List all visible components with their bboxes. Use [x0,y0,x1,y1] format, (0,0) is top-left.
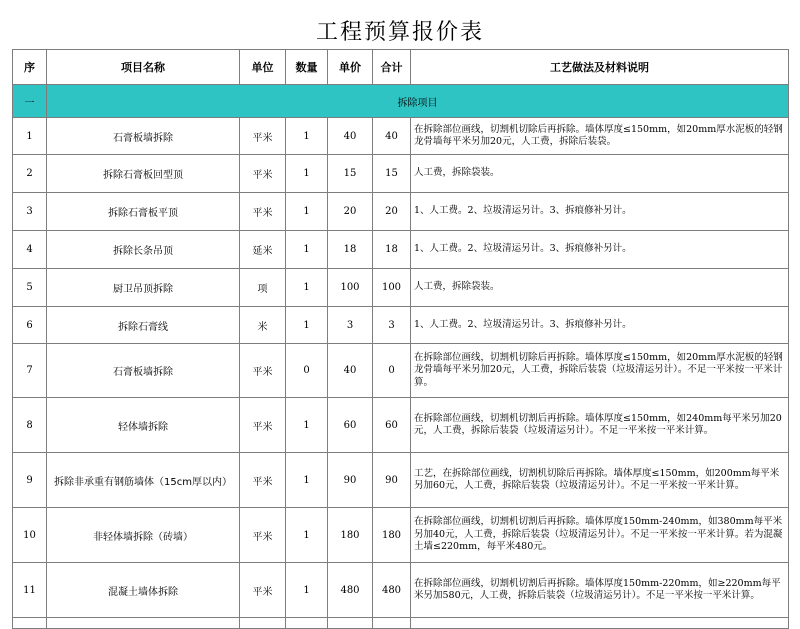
table-row [13,508,789,563]
row-total[interactable]: 90 [373,453,411,508]
row-name[interactable]: 非轻体墙拆除（砖墙） [47,508,240,563]
row-total[interactable]: 180 [373,508,411,563]
row-total[interactable]: 3 [373,307,411,344]
row-desc[interactable]: 在拆除部位画线，切割机切割后再拆除。墙体厚度150mm-220mm，如≥220mm每平米另加580元，人工费，拆除后装袋（垃圾清运另计）。不足一平米按一平米计算。 [411,563,789,618]
row-qty[interactable]: 1 [286,269,328,307]
row-no[interactable]: 7 [13,344,47,398]
row-name[interactable] [47,618,240,629]
row-qty[interactable]: 1 [286,231,328,269]
table-row [13,307,789,344]
row-unit[interactable]: 延米 [240,231,286,269]
row-unit[interactable]: 平米 [240,453,286,508]
row-name[interactable]: 混凝土墙体拆除 [47,563,240,618]
row-qty[interactable]: 0 [286,344,328,398]
table-row [13,193,789,231]
row-no[interactable]: 11 [13,563,47,618]
row-qty[interactable] [286,618,328,629]
header-seq[interactable]: 序 [13,50,47,85]
row-no[interactable]: 1 [13,118,47,155]
row-price[interactable]: 480 [328,563,373,618]
row-qty[interactable]: 1 [286,193,328,231]
row-price[interactable]: 90 [328,453,373,508]
row-no[interactable]: 3 [13,193,47,231]
row-name[interactable]: 拆除石膏板平顶 [47,193,240,231]
section-label[interactable]: 拆除项目 [47,85,789,118]
row-name[interactable]: 拆除长条吊顶 [47,231,240,269]
row-unit[interactable]: 米 [240,307,286,344]
row-total[interactable]: 100 [373,269,411,307]
row-price[interactable]: 40 [328,118,373,155]
table-row [13,563,789,618]
row-name[interactable]: 厨卫吊顶拆除 [47,269,240,307]
row-price[interactable]: 15 [328,155,373,193]
table-row [13,398,789,453]
row-desc[interactable]: 1、人工费。2、垃圾清运另计。3、拆痕修补另计。 [411,307,789,344]
header-desc[interactable]: 工艺做法及材料说明 [411,50,789,85]
row-no[interactable]: 6 [13,307,47,344]
row-unit[interactable]: 平米 [240,193,286,231]
row-unit[interactable]: 项 [240,269,286,307]
quote-table [12,49,789,629]
row-desc[interactable]: 在拆除部位画线，切割机切割后再拆除。墙体厚度150mm-240mm，如380mm每平米另加40元，人工费，拆除后装袋（垃圾清运另计）。不足一平米按一平米计算。若为混凝土墙≤220mm，每平米480元。 [411,508,789,563]
row-desc[interactable]: 在拆除部位画线，切割机切除后再拆除。墙体厚度≤150mm，如20mm厚水泥板的轻钢龙骨墙每平米另加20元，人工费，拆除后装袋（垃圾清运另计）。不足一平米按一平米计算。 [411,344,789,398]
header-price[interactable]: 单价 [328,50,373,85]
row-price[interactable] [328,618,373,629]
table-row [13,155,789,193]
row-desc[interactable]: 1、人工费。2、垃圾清运另计。3、拆痕修补另计。 [411,231,789,269]
table-row-partial [13,618,789,629]
row-total[interactable]: 60 [373,398,411,453]
row-qty[interactable]: 1 [286,563,328,618]
row-name[interactable]: 轻体墙拆除 [47,398,240,453]
row-no[interactable]: 2 [13,155,47,193]
row-total[interactable] [373,618,411,629]
header-row [13,50,789,85]
row-total[interactable]: 480 [373,563,411,618]
row-price[interactable]: 40 [328,344,373,398]
row-unit[interactable]: 平米 [240,118,286,155]
section-row [13,85,789,118]
row-unit[interactable]: 平米 [240,398,286,453]
row-qty[interactable]: 1 [286,307,328,344]
row-total[interactable]: 20 [373,193,411,231]
table-row [13,118,789,155]
header-name[interactable]: 项目名称 [47,50,240,85]
row-price[interactable]: 60 [328,398,373,453]
row-name[interactable]: 石膏板墙拆除 [47,344,240,398]
row-desc[interactable] [411,618,789,629]
row-name[interactable]: 拆除石膏线 [47,307,240,344]
sheet-title: 工程预算报价表 [12,12,788,50]
section-index[interactable]: 一 [13,85,47,118]
row-price[interactable]: 18 [328,231,373,269]
row-name[interactable]: 石膏板墙拆除 [47,118,240,155]
row-name[interactable]: 拆除非承重有钢筋墙体（15cm厚以内） [47,453,240,508]
row-total[interactable]: 0 [373,344,411,398]
row-qty[interactable]: 1 [286,398,328,453]
header-total[interactable]: 合计 [373,50,411,85]
table-row [13,453,789,508]
header-qty[interactable]: 数量 [286,50,328,85]
row-qty[interactable]: 1 [286,453,328,508]
row-no[interactable]: 8 [13,398,47,453]
row-desc[interactable]: 在拆除部位画线，切割机切除后再拆除。墙体厚度≤150mm，如20mm厚水泥板的轻钢龙骨墙每平米另加20元，人工费，拆除后装袋。 [411,118,789,155]
row-desc[interactable]: 在拆除部位画线，切割机切割后再拆除。墙体厚度≤150mm，如240mm每平米另加20元，人工费，拆除后装袋（垃圾清运另计）。不足一平米按一平米计算。 [411,398,789,453]
row-name[interactable]: 拆除石膏板回型顶 [47,155,240,193]
row-no[interactable]: 10 [13,508,47,563]
row-desc[interactable]: 人工费，拆除袋装。 [411,269,789,307]
row-no[interactable]: 5 [13,269,47,307]
row-no[interactable]: 9 [13,453,47,508]
row-no[interactable] [13,618,47,629]
table-row [13,344,789,398]
table-row [13,269,789,307]
row-unit[interactable]: 平米 [240,344,286,398]
row-price[interactable]: 3 [328,307,373,344]
row-qty[interactable]: 1 [286,118,328,155]
row-price[interactable]: 20 [328,193,373,231]
table-row [13,231,789,269]
row-desc[interactable]: 工艺，在拆除部位画线，切割机切除后再拆除。墙体厚度≤150mm，如200mm每平米另加60元，人工费，拆除后装袋（垃圾清运另计）。不足一平米按一平米计算。 [411,453,789,508]
row-desc[interactable]: 人工费，拆除袋装。 [411,155,789,193]
row-total[interactable]: 40 [373,118,411,155]
row-price[interactable]: 180 [328,508,373,563]
row-desc[interactable]: 1、人工费。2、垃圾清运另计。3、拆痕修补另计。 [411,193,789,231]
row-unit[interactable]: 平米 [240,155,286,193]
row-total[interactable]: 15 [373,155,411,193]
row-price[interactable]: 100 [328,269,373,307]
row-unit[interactable]: 平米 [240,563,286,618]
row-no[interactable]: 4 [13,231,47,269]
row-qty[interactable]: 1 [286,508,328,563]
header-unit[interactable]: 单位 [240,50,286,85]
row-unit[interactable]: 平米 [240,508,286,563]
row-qty[interactable]: 1 [286,155,328,193]
row-unit[interactable] [240,618,286,629]
row-total[interactable]: 18 [373,231,411,269]
